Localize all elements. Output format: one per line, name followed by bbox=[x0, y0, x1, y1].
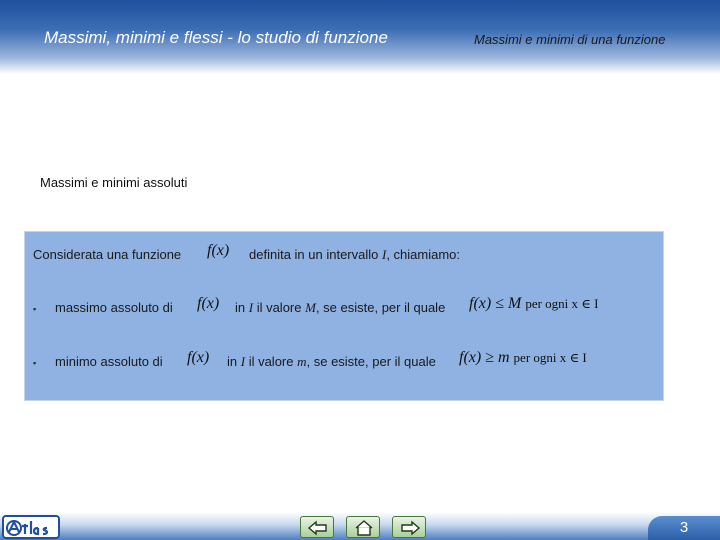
page-number: 3 bbox=[648, 516, 720, 540]
min-condition bbox=[459, 349, 587, 367]
max-text-3: , se esiste, per il quale bbox=[315, 300, 446, 315]
min-text bbox=[227, 354, 436, 370]
previous-arrow-icon bbox=[301, 517, 335, 539]
intro-formula-text: f(x) bbox=[207, 242, 230, 259]
max-formula-text: f(x) bbox=[197, 295, 220, 312]
slide-header bbox=[0, 0, 720, 74]
intro-continuation bbox=[249, 247, 460, 263]
atlas-logo bbox=[2, 515, 60, 539]
min-text-2: il valore bbox=[245, 354, 298, 369]
previous-button[interactable] bbox=[300, 516, 334, 538]
next-arrow-icon bbox=[393, 517, 427, 539]
max-text-2: il valore bbox=[253, 300, 306, 315]
min-condition-text: f(x) ≥ m bbox=[459, 349, 510, 366]
definition-box bbox=[24, 231, 664, 401]
intro-after-text: definita in un intervallo bbox=[249, 247, 382, 262]
atlas-logo-icon bbox=[5, 518, 59, 538]
bullet-icon: ▪ bbox=[33, 358, 37, 368]
intro-text: Considerata una funzione bbox=[33, 247, 182, 262]
max-condition-tail: per ogni x ∈ I bbox=[525, 296, 599, 311]
max-formula bbox=[197, 295, 219, 313]
section-title: Massimi e minimi assoluti bbox=[40, 175, 188, 190]
max-condition bbox=[469, 295, 598, 313]
intro-formula bbox=[207, 242, 229, 260]
interval-symbol: I bbox=[381, 247, 387, 262]
home-button[interactable] bbox=[346, 516, 380, 538]
home-icon bbox=[347, 517, 381, 539]
min-text-3: , se esiste, per il quale bbox=[306, 354, 436, 369]
max-text-1: in bbox=[235, 300, 249, 315]
max-interval: I bbox=[248, 300, 254, 315]
slide-title: Massimi, minimi e flessi - lo studio di funzione bbox=[44, 28, 388, 47]
min-text-1: in bbox=[227, 354, 241, 369]
max-value-symbol: M bbox=[305, 300, 316, 315]
intro-end-text: , chiamiamo: bbox=[386, 247, 461, 262]
slide-subtitle: Massimi e minimi di una funzione bbox=[474, 32, 666, 47]
min-formula bbox=[187, 349, 209, 367]
min-label: minimo assoluto di bbox=[55, 354, 163, 369]
max-label: massimo assoluto di bbox=[55, 300, 173, 315]
max-text bbox=[235, 300, 445, 316]
min-value-symbol: m bbox=[297, 354, 307, 369]
min-condition-tail: per ogni x ∈ I bbox=[513, 350, 587, 365]
min-interval: I bbox=[240, 354, 246, 369]
next-button[interactable] bbox=[392, 516, 426, 538]
max-condition-text: f(x) ≤ M bbox=[469, 295, 522, 312]
bullet-icon: ▪ bbox=[33, 304, 37, 314]
min-formula-text: f(x) bbox=[187, 349, 210, 366]
